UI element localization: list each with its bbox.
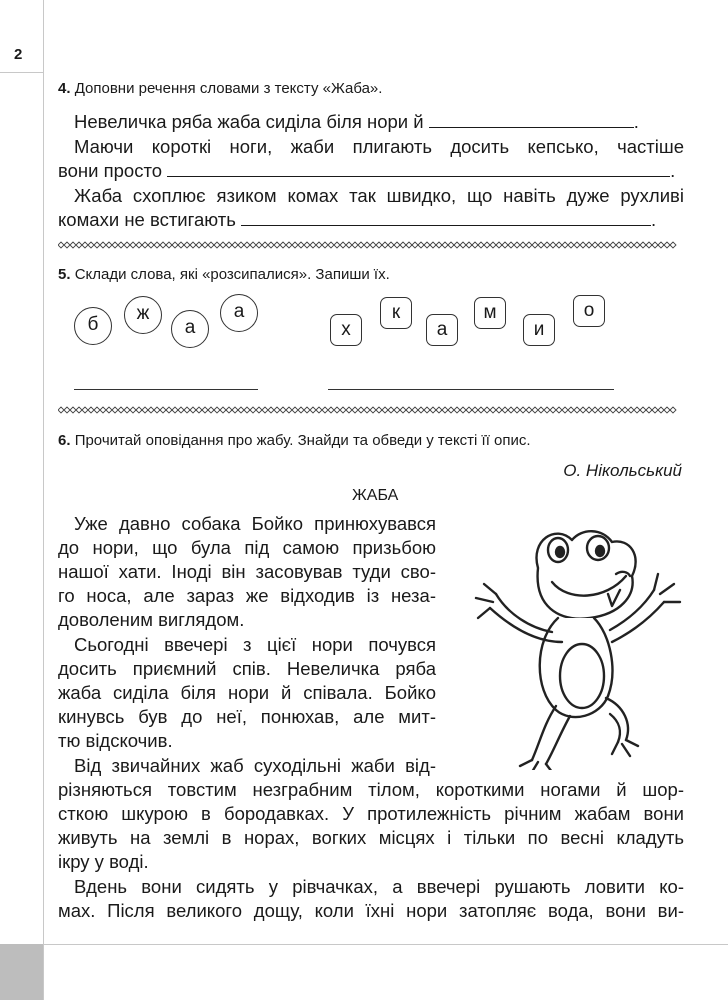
task4-sentence-2a: Маючи короткі ноги, жаби плигають досить кепсько, частіше: [74, 136, 684, 157]
story-line: тю відскочив.: [58, 730, 173, 751]
story-title: ЖАБА: [352, 487, 399, 504]
letter-circle: б: [74, 307, 112, 345]
task4-sentence-2b: вони просто .: [58, 160, 676, 181]
letter-square: м: [474, 297, 506, 329]
task4-number: 4.: [58, 80, 71, 97]
letter-square: и: [523, 314, 555, 346]
story-line: Уже давно собака Бойко принюхувався: [74, 513, 436, 534]
page-number: 2: [14, 46, 23, 63]
task6-number: 6.: [58, 432, 71, 449]
answer-line-word-1[interactable]: [74, 389, 258, 390]
story-line: го носа, але зараз же відходив із неза-: [58, 585, 436, 606]
answer-blank-2[interactable]: [167, 160, 670, 177]
answer-blank-3[interactable]: [241, 209, 651, 226]
story-line: до нори, що була під самою призьбою: [58, 537, 436, 558]
task4-sentence-3a: Жаба схоплює язиком комах так швидко, що навіть дуже рухливі: [74, 185, 684, 206]
story-line: ікру у воді.: [58, 851, 149, 872]
task4-instruction: Доповни речення словами з тексту «Жаба».: [74, 80, 383, 97]
frog-illustration: [460, 510, 690, 770]
story-line: сткою шкурою в бородавках. У протилежність річним жабам вони: [58, 803, 684, 824]
letter-circle: а: [220, 294, 258, 332]
letter-square: о: [573, 295, 605, 327]
letter-circle: а: [171, 310, 209, 348]
story-line: нашої хати. Іноді він засовував туди сво-: [58, 561, 436, 582]
letter-square: х: [330, 314, 362, 346]
story-line: Сьогодні ввечері з цієї нори почувся: [74, 634, 436, 655]
story-line: доволеним виглядом.: [58, 609, 245, 630]
task6-heading: [58, 432, 531, 449]
wavy-divider: [58, 240, 680, 250]
header-rule: [0, 72, 43, 73]
story-line: різняються товстим незграбним тілом, короткими ногами й шор-: [58, 779, 684, 800]
corner-block: [0, 944, 43, 1000]
story-line: Вдень вони сидять у рівчачках, а ввечері рушають ловити ко-: [74, 876, 684, 897]
task4-sentence-1: Невеличка ряба жаба сиділа біля нори й .: [74, 111, 639, 132]
task6-instruction: Прочитай оповідання про жабу. Знайди та обведи у тексті її опис.: [74, 432, 531, 449]
task4-sentence-3b: комахи не встигають .: [58, 209, 657, 230]
margin-line: [43, 0, 44, 1000]
footer-rule: [43, 944, 728, 945]
letter-circle: ж: [124, 296, 162, 334]
task5-heading: [58, 266, 390, 283]
letter-square: а: [426, 314, 458, 346]
story-line: живуть на землі в норах, вогких місцях і тільки по весні кладуть: [58, 827, 684, 848]
task5-number: 5.: [58, 266, 71, 283]
story-line: мах. Після великого дощу, коли їхні нори затопляє вода, вони ви-: [58, 900, 684, 921]
answer-blank-1[interactable]: [429, 111, 634, 128]
story-author: О. Нікольський: [563, 461, 682, 480]
task4-heading: [58, 80, 382, 97]
wavy-divider: [58, 405, 680, 415]
story-line: кинувсь був до неї, понюхав, але мит-: [58, 706, 436, 727]
story-line: досить приємний спів. Невеличка ряба: [58, 658, 436, 679]
story-line: Від звичайних жаб суходільні жаби від-: [74, 755, 436, 776]
letter-square: к: [380, 297, 412, 329]
story-line: жаба сиділа біля нори й співала. Бойко: [58, 682, 436, 703]
task5-instruction: Склади слова, які «розсипалися». Запиши їх.: [74, 266, 390, 283]
answer-line-word-2[interactable]: [328, 389, 614, 390]
